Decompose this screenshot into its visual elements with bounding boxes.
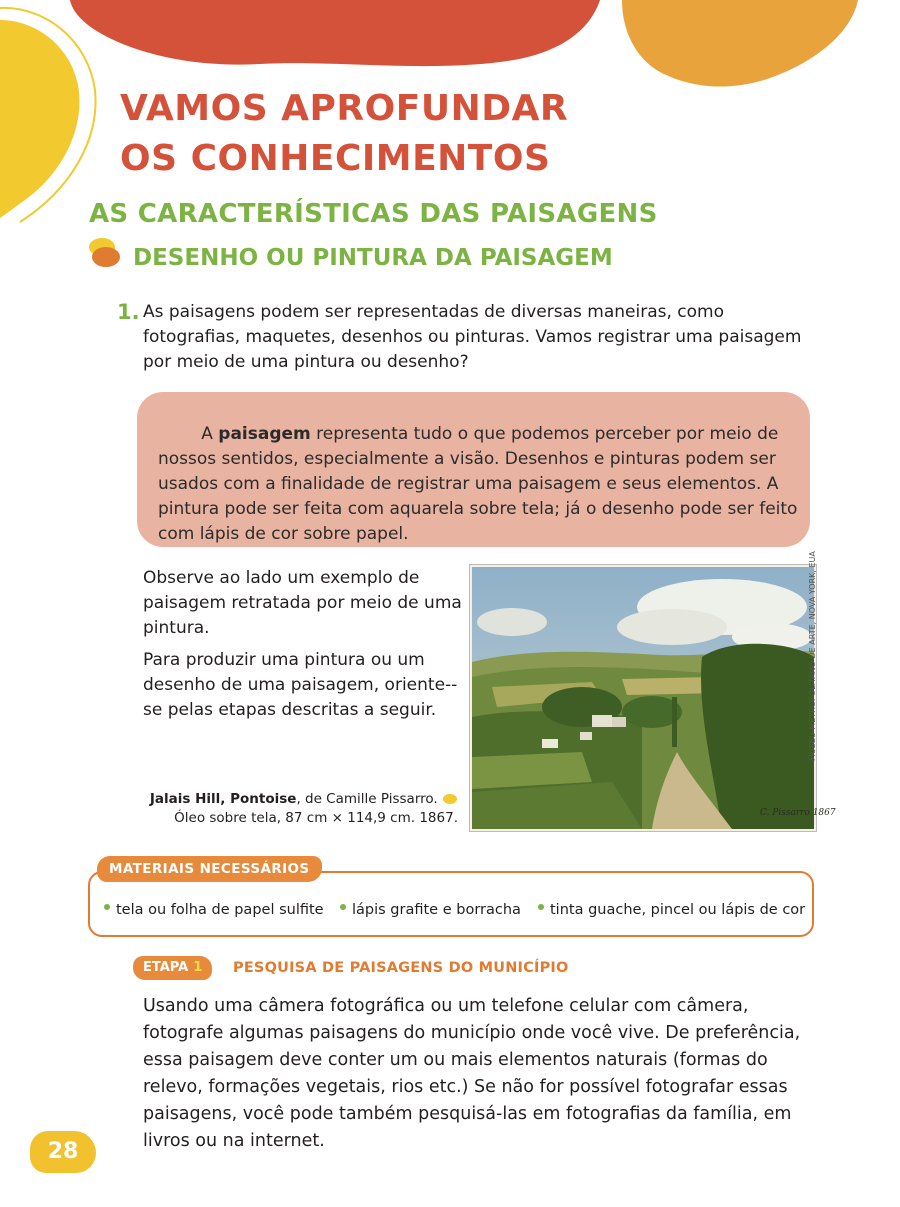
produce-text: Para produzir uma pintura ou um desenho de uma paisagem, oriente--se pelas etapas descritas a seguir. — [143, 650, 458, 720]
material-item-text: tela ou folha de papel sulfite — [116, 902, 324, 918]
section-title: AS CARACTERÍSTICAS DAS PAISAGENS — [89, 199, 658, 229]
question-text: As paisagens podem ser representadas de diversas maneiras, como fotografias, maquetes, desenhos ou pinturas. Vamos registrar uma paisagem por meio de uma pintura ou desenho? — [143, 302, 802, 372]
etapa-number: 1 — [193, 960, 203, 975]
question-number: 1. — [117, 300, 140, 324]
info-keyword: paisagem — [218, 424, 311, 444]
subsection-title: DESENHO OU PINTURA DA PAISAGEM — [133, 245, 613, 271]
materials-label: MATERIAIS NECESSÁRIOS — [97, 856, 322, 882]
bullet-dot-icon — [538, 904, 544, 910]
painting-signature: C. Pissarro 1867 — [760, 808, 836, 818]
material-item — [538, 899, 805, 921]
etapa-badge — [133, 956, 212, 980]
etapa-label: ETAPA — [143, 960, 189, 975]
yellow-dot-icon — [442, 793, 458, 805]
caption-title: Jalais Hill, Pontoise — [149, 791, 297, 807]
bullet-dot-icon — [104, 904, 110, 910]
image-credit: MUSEU METROPOLITANO DE ARTE, NOVA YORK, EUA — [808, 551, 817, 761]
caption-details: Óleo sobre tela, 87 cm × 114,9 cm. 1867. — [174, 810, 458, 826]
material-item — [340, 899, 521, 921]
observe-text: Observe ao lado um exemplo de paisagem retratada por meio de uma pintura. — [143, 568, 462, 638]
info-box-text — [158, 422, 798, 547]
bullet-dot-icon — [340, 904, 346, 910]
info-rest: representa tudo o que podemos perceber por meio de nossos sentidos, especialmente a visão. Desenhos e pinturas podem ser usados com a finalidade de registrar uma paisagem e seus elementos. A pintura pode ser feita com aquarela sobre tela; já o desenho pode ser feito com lápis de cor sobre papel. — [158, 424, 798, 544]
blob-bullet-icon — [86, 236, 126, 270]
title-line-1: VAMOS APROFUNDAR — [120, 88, 569, 129]
page-number: 28 — [30, 1131, 96, 1173]
caption-author: , de Camille Pissarro. — [296, 791, 438, 807]
title-line-2: OS CONHECIMENTOS — [120, 138, 551, 179]
page-title — [120, 84, 568, 184]
painting-caption — [140, 790, 458, 828]
info-prefix: A — [201, 424, 219, 444]
material-item-text: tinta guache, pincel ou lápis de cor — [550, 902, 806, 918]
material-item-text: lápis grafite e borracha — [352, 902, 521, 918]
etapa-title: PESQUISA DE PAISAGENS DO MUNICÍPIO — [233, 960, 569, 976]
etapa-text: Usando uma câmera fotográfica ou um telefone celular com câmera, fotografe algumas paisagens do município onde você vive. De preferência, essa paisagem deve conter um ou mais elementos naturais (formas do relevo, formações vegetais, rios etc.) Se não for possível fotografar essas paisagens, você pode também pesquisá-las em fotografias da família, em livros ou na internet. — [143, 996, 801, 1151]
material-item — [104, 899, 324, 921]
painting-image — [470, 565, 836, 831]
